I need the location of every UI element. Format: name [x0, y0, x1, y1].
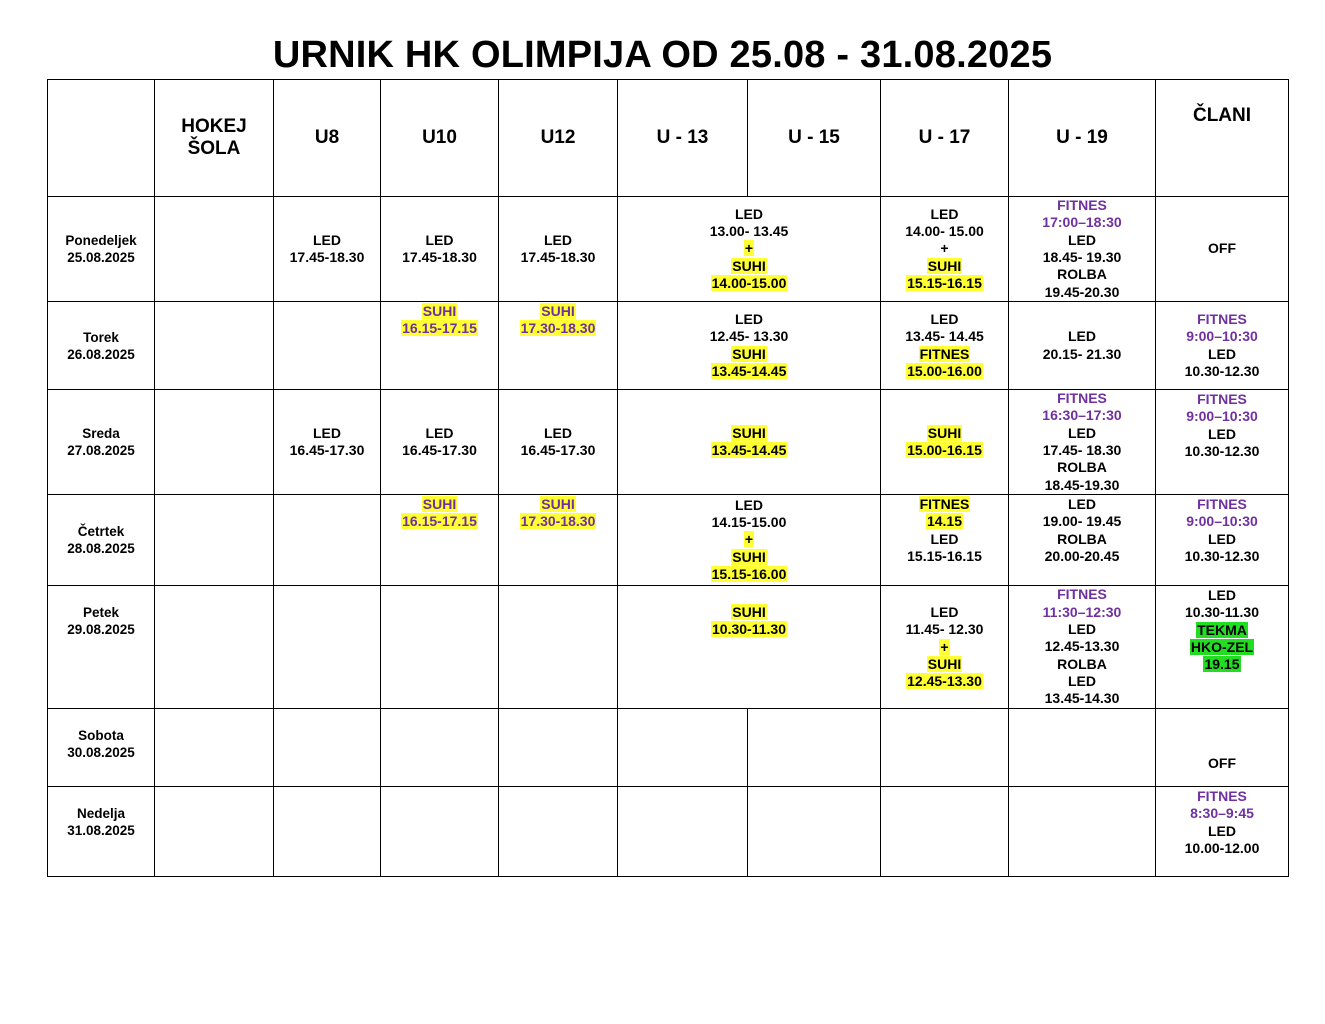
cell-sun-u19 — [1009, 787, 1156, 877]
cell-wed-u8: LED 16.45-17.30 — [274, 390, 381, 495]
cell-tue-hokej — [155, 302, 274, 390]
cell-thu-u17: FITNES 14.15 LED 15.15-16.15 — [881, 495, 1009, 586]
header-u12: U12 — [499, 80, 618, 197]
day-cell-saturday: Sobota 30.08.2025 — [48, 709, 155, 787]
cell-fri-hokej — [155, 586, 274, 709]
cell-tue-u8 — [274, 302, 381, 390]
row-friday — [48, 586, 1289, 709]
cell-tue-clani: FITNES 9:00–10:30 LED 10.30-12.30 — [1156, 302, 1289, 390]
page-title: URNIK HK OLIMPIJA OD 25.08 - 31.08.2025 — [272, 34, 1053, 76]
cell-sun-u10 — [381, 787, 499, 877]
cell-thu-u8 — [274, 495, 381, 586]
schedule-table — [47, 79, 1289, 877]
header-clani: ČLANI — [1156, 80, 1289, 197]
cell-fri-u12 — [499, 586, 618, 709]
cell-sun-u8 — [274, 787, 381, 877]
cell-sun-hokej — [155, 787, 274, 877]
cell-fri-u17: LED 11.45- 12.30 + SUHI 12.45-13.30 — [881, 586, 1009, 709]
cell-mon-hokej — [155, 197, 274, 302]
cell-fri-u19: FITNES 11:30–12:30 LED 12.45-13.30 ROLBA LED 13.45-14.30 — [1009, 586, 1156, 709]
row-saturday — [48, 709, 1289, 787]
header-u8: U8 — [274, 80, 381, 197]
header-u15: U - 15 — [748, 80, 881, 197]
cell-thu-u12: SUHI 17.30-18.30 — [499, 495, 618, 586]
header-u17: U - 17 — [881, 80, 1009, 197]
header-empty — [48, 80, 155, 197]
cell-thu-u13-u15: LED 14.15-15.00 + SUHI 15.15-16.00 — [618, 495, 881, 586]
row-monday — [48, 197, 1289, 302]
header-row — [48, 80, 1289, 197]
cell-thu-clani: FITNES 9:00–10:30 LED 10.30-12.30 — [1156, 495, 1289, 586]
day-cell-thursday: Četrtek 28.08.2025 — [48, 495, 155, 586]
cell-sat-u8 — [274, 709, 381, 787]
cell-wed-clani: FITNES 9:00–10:30 LED 10.30-12.30 — [1156, 390, 1289, 495]
cell-sat-u19 — [1009, 709, 1156, 787]
cell-sat-hokej — [155, 709, 274, 787]
cell-sun-u15 — [748, 787, 881, 877]
cell-wed-u10: LED 16.45-17.30 — [381, 390, 499, 495]
cell-mon-clani: OFF — [1156, 197, 1289, 302]
cell-tue-u10: SUHI 16.15-17.15 — [381, 302, 499, 390]
row-tuesday — [48, 302, 1289, 390]
cell-fri-clani: LED 10.30-11.30 TEKMA HKO-ZEL 19.15 — [1156, 586, 1289, 709]
cell-sun-u17 — [881, 787, 1009, 877]
cell-mon-u13-u15: LED 13.00- 13.45 + SUHI 14.00-15.00 — [618, 197, 881, 302]
row-thursday — [48, 495, 1289, 586]
cell-wed-hokej — [155, 390, 274, 495]
day-cell-monday: Ponedeljek 25.08.2025 — [48, 197, 155, 302]
header-hokej-sola: HOKEJ ŠOLA — [155, 80, 274, 197]
day-cell-sunday: Nedelja 31.08.2025 — [48, 787, 155, 877]
cell-tue-u12: SUHI 17.30-18.30 — [499, 302, 618, 390]
cell-mon-u19: FITNES 17:00–18:30 LED 18.45- 19.30 ROLBA 19.45-20.30 — [1009, 197, 1156, 302]
cell-wed-u12: LED 16.45-17.30 — [499, 390, 618, 495]
row-sunday — [48, 787, 1289, 877]
cell-tue-u19: LED 20.15- 21.30 — [1009, 302, 1156, 390]
cell-sun-u13 — [618, 787, 748, 877]
header-u19: U - 19 — [1009, 80, 1156, 197]
header-u13: U - 13 — [618, 80, 748, 197]
cell-mon-u17: LED 14.00- 15.00 + SUHI 15.15-16.15 — [881, 197, 1009, 302]
cell-tue-u13-u15: LED 12.45- 13.30 SUHI 13.45-14.45 — [618, 302, 881, 390]
cell-sun-clani: FITNES 8:30–9:45 LED 10.00-12.00 — [1156, 787, 1289, 877]
cell-sun-u12 — [499, 787, 618, 877]
cell-sat-u15 — [748, 709, 881, 787]
cell-mon-u10: LED 17.45-18.30 — [381, 197, 499, 302]
cell-fri-u13-u15: SUHI 10.30-11.30 — [618, 586, 881, 709]
cell-sat-u10 — [381, 709, 499, 787]
day-cell-wednesday: Sreda 27.08.2025 — [48, 390, 155, 495]
cell-sat-u17 — [881, 709, 1009, 787]
cell-sat-clani: OFF — [1156, 709, 1289, 787]
day-cell-tuesday: Torek 26.08.2025 — [48, 302, 155, 390]
day-cell-friday: Petek 29.08.2025 — [48, 586, 155, 709]
cell-wed-u19: FITNES 16:30–17:30 LED 17.45- 18.30 ROLBA 18.45-19.30 — [1009, 390, 1156, 495]
cell-mon-u12: LED 17.45-18.30 — [499, 197, 618, 302]
cell-sat-u13 — [618, 709, 748, 787]
cell-fri-u8 — [274, 586, 381, 709]
cell-thu-u10: SUHI 16.15-17.15 — [381, 495, 499, 586]
cell-fri-u10 — [381, 586, 499, 709]
cell-sat-u12 — [499, 709, 618, 787]
cell-wed-u13-u15: SUHI 13.45-14.45 — [618, 390, 881, 495]
cell-thu-u19: LED 19.00- 19.45 ROLBA 20.00-20.45 — [1009, 495, 1156, 586]
cell-wed-u17: SUHI 15.00-16.15 — [881, 390, 1009, 495]
header-u10: U10 — [381, 80, 499, 197]
cell-tue-u17: LED 13.45- 14.45 FITNES 15.00-16.00 — [881, 302, 1009, 390]
cell-thu-hokej — [155, 495, 274, 586]
row-wednesday — [48, 390, 1289, 495]
cell-mon-u8: LED 17.45-18.30 — [274, 197, 381, 302]
